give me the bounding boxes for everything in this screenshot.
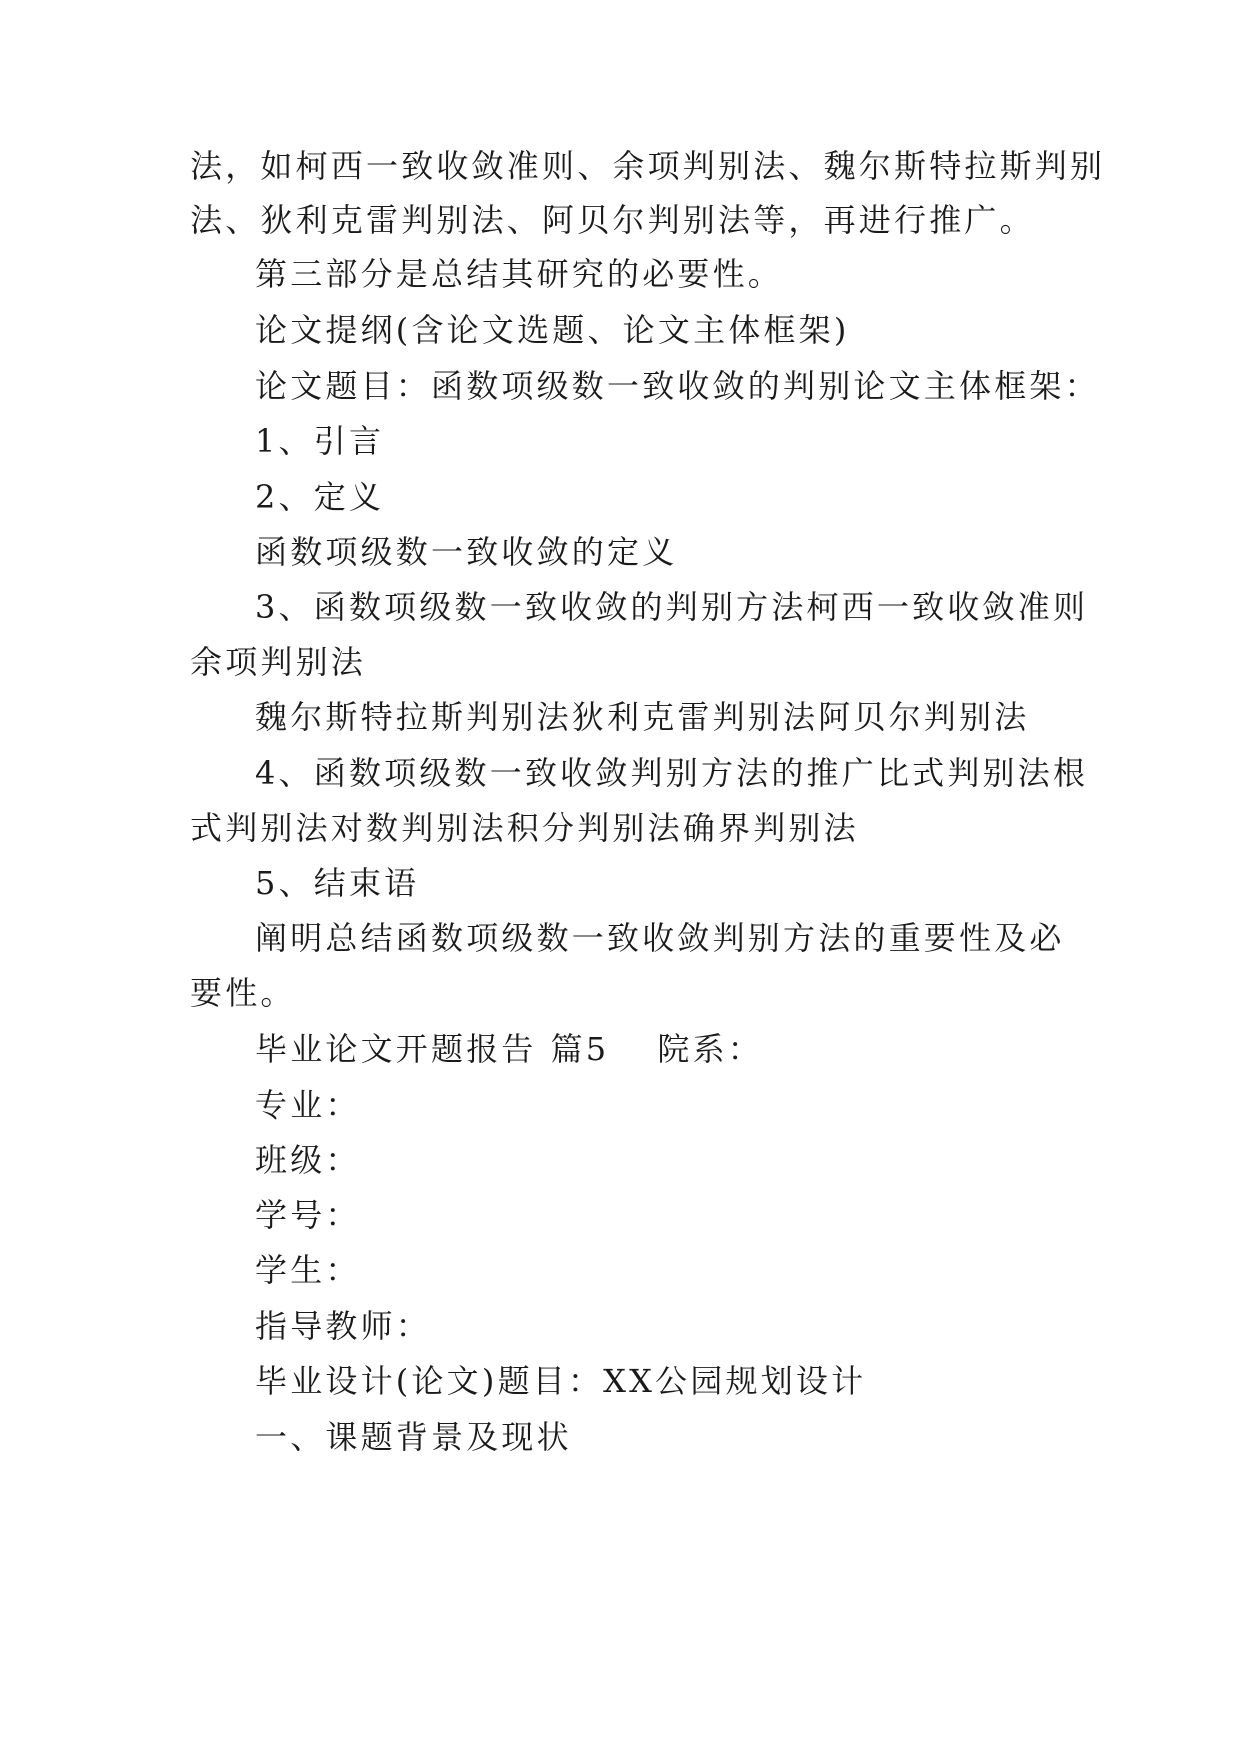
report-heading (255, 1029, 763, 1069)
section-heading-background: 一、课题背景及现状 (255, 1418, 572, 1456)
conclusion-detail-1: 阐明总结函数项级数一致收敛判别方法的重要性及必 (255, 919, 1065, 957)
paragraph-line-3: 第三部分是总结其研究的必要性。 (255, 255, 784, 293)
paragraph-line-1: 法，如柯西一致收敛准则、余项判别法、魏尔斯特拉斯判别 (190, 147, 1106, 185)
student-id-label: 学号： (255, 1196, 361, 1234)
department-label: 院系： (657, 1030, 763, 1068)
outline-item-definition: 2、定义 (255, 478, 385, 516)
report-title: 毕业论文开题报告 (255, 1030, 537, 1068)
student-label: 学生： (255, 1251, 361, 1289)
outline-item-methods: 3、函数项级数一致收敛的判别方法柯西一致收敛准则 (255, 588, 1089, 626)
paragraph-line-2: 法、狄利克雷判别法、阿贝尔判别法等，再进行推广。 (190, 201, 1035, 239)
design-title: 毕业设计(论文)题目：XX公园规划设计 (255, 1362, 867, 1400)
thesis-title-line: 论文题目：函数项级数一致收敛的判别论文主体框架： (255, 367, 1100, 405)
class-label: 班级： (255, 1141, 361, 1179)
outline-item-introduction: 1、引言 (255, 422, 385, 460)
outline-heading: 论文提纲(含论文选题、论文主体框架) (255, 311, 850, 349)
report-part: 篇5 (550, 1030, 610, 1068)
advisor-label: 指导教师： (255, 1307, 432, 1345)
major-label: 专业： (255, 1086, 361, 1124)
extension-detail: 式判别法对数判别法积分判别法确界判别法 (190, 809, 859, 847)
outline-item-conclusion: 5、结束语 (255, 864, 420, 902)
methods-detail-1: 余项判别法 (190, 643, 367, 681)
definition-detail: 函数项级数一致收敛的定义 (255, 533, 678, 571)
outline-item-extension: 4、函数项级数一致收敛判别方法的推广比式判别法根 (255, 754, 1089, 792)
methods-detail-2: 魏尔斯特拉斯判别法狄利克雷判别法阿贝尔判别法 (255, 698, 1030, 736)
conclusion-detail-2: 要性。 (190, 974, 296, 1012)
